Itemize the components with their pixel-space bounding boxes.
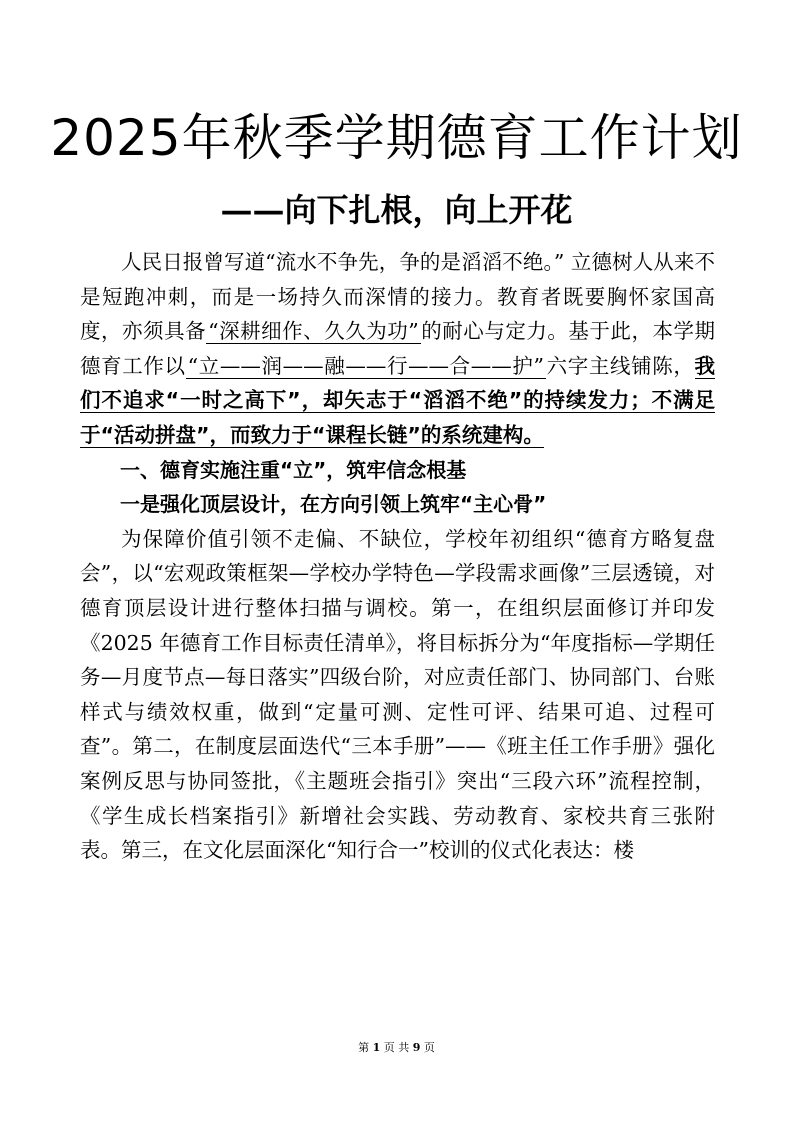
intro-emphasis: 我们不追求“一时之高下”，却矢志于“滔滔不绝”的持续发力；不满足于“活动拼盘”，而致力于“课程长链”的系统建构。	[80, 353, 716, 447]
intro-text-a: 人民日报曾写道“流水不争先，争的是滔滔不绝。” 立德树人从来不是短跑冲刺，而是一场持久而深情的接力。教育者既要胸怀家国高度，亦须具备	[80, 250, 715, 344]
intro-paragraph	[80, 245, 715, 453]
document-body	[80, 245, 715, 868]
footer-prefix: 第	[358, 1041, 370, 1054]
section-subheading: 一是强化顶层设计，在方向引领上筑牢“主心骨”	[120, 492, 547, 517]
highlight-phrase-1: “深耕细作、久久为功”	[208, 319, 419, 344]
intro-text-c: 六字主线铺陈，	[546, 353, 695, 378]
footer-page-number: 1	[372, 1041, 381, 1054]
footer-suffix: 页	[423, 1041, 435, 1054]
document-subtitle: ——向下扎根，向上开花	[220, 191, 573, 229]
footer-total-pages: 9	[412, 1041, 421, 1054]
document-title: 2025年秋季学期德育工作计划	[50, 109, 743, 167]
page-footer	[0, 1040, 793, 1056]
section-heading: 一、德育实施注重“立”，筑牢信念根基	[120, 457, 467, 482]
intro-text-b: 的耐心与定力。基于此，本学期德育工作以	[80, 319, 715, 378]
section-paragraph: 为保障价值引领不走偏、不缺位，学校年初组织“德育方略复盘会”，以“宏观政策框架—学校办学特色—学段需求画像”三层透镜，对德育顶层设计进行整体扫描与调校。第一，在组织层面修订并印发《2025 年德育工作目标责任清单》，将目标拆分为“年度指标—学期任务—月度节点—每日落实”四级台阶，对应责任部门、协同部门、台账样式与绩效权重，做到“定量可测、定性可评、结果可追、过程可查”。第二，在制度层面迭代“三本手册”——《班主任工作手册》强化案例反思与协同签批，《主题班会指引》突出“三段六环”流程控制，《学生成长档案指引》新增社会实践、劳动教育、家校共育三张附表。第三，在文化层面深化“知行合一”校训的仪式化表达：楼	[80, 526, 715, 863]
highlight-phrase-2: “立——润——融——行——合——护”	[187, 353, 545, 378]
footer-middle: 页 共	[383, 1041, 410, 1054]
